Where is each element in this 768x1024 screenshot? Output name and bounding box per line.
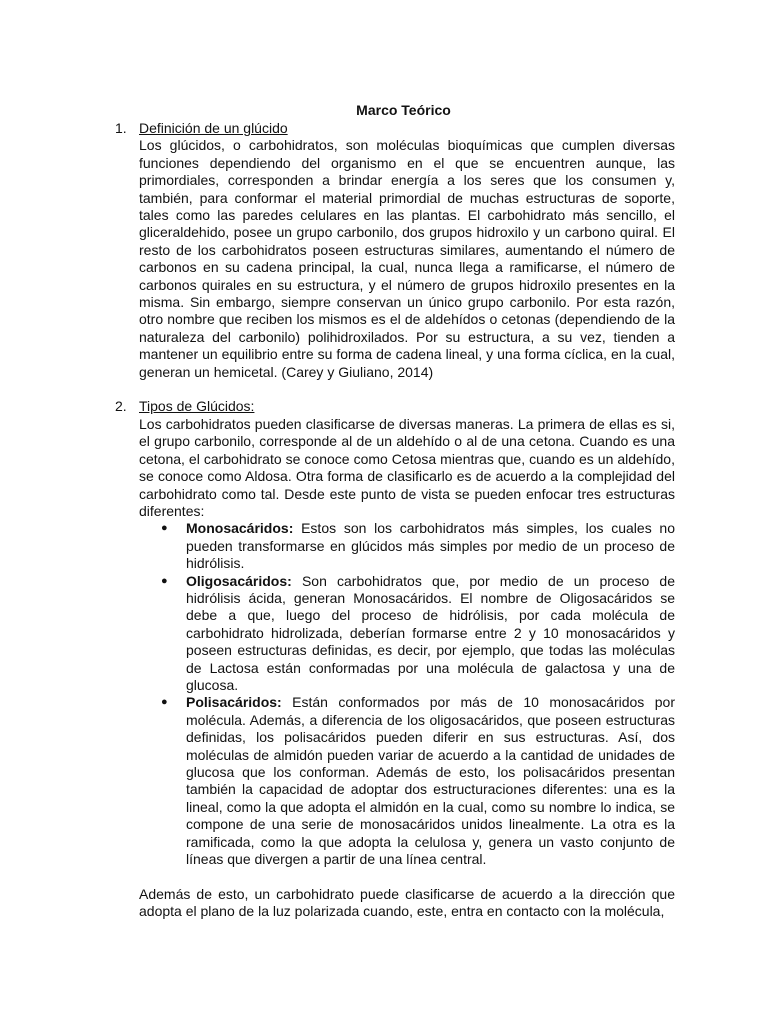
closing-paragraph: Además de esto, un carbohidrato puede clasificarse de acuerdo a la dirección que adopta el plano de la luz polarizada cuando, este, entra en contacto con la molécula, [139,885,675,920]
section-heading: Definición de un glúcido [139,120,288,136]
section-definicion [115,120,675,381]
bullet-icon: ● [161,696,168,709]
section-heading: Tipos de Glúcidos: [139,398,255,415]
bullet-icon: ● [161,574,168,587]
bullet-list [139,520,675,868]
list-item-term: Oligosacáridos: [186,572,292,589]
list-item-text: Son carbohidratos que, por medio de un proceso de hidrólisis ácida, generan Monosacáridos. El nombre de Oligosacáridos se debe a que, luego del proceso de hidrólisis, por cada molécula de carbohidrato hidrolizada, deberían formarse entre 2 y 10 monosacáridos y poseen estructuras definidas, es decir, por ejemplo, que todas las moléculas de Lactosa están conformadas por una molécula de galactosa y una de glucosa. [186,572,675,693]
paragraph-spacer [139,868,675,885]
section-number: 1. [115,120,127,136]
list-item [139,573,675,695]
section-paragraph: Los carbohidratos pueden clasificarse de diversas maneras. La primera de ellas es si, el grupo carbonilo, corresponde al de un aldehído o al de una cetona. Cuando es una cetona, el carbohidrato se conoce como Cetosa mientras que, cuando es un aldehído, se conoce como Aldosa. Otra forma de clasificarlo es de acuerdo a la complejidad del carbohidrato como tal. Desde este punto de vista se pueden enfocar tres estructuras diferentes: [139,415,675,519]
bullet-icon: ● [161,522,168,535]
list-item [139,694,675,868]
page-title: Marco Teórico [356,102,451,118]
list-item-text: Estos son los carbohidratos más simples, los cuales no pueden transformarse en glúcidos más simples por medio de un proceso de hidrólisis. [186,520,675,572]
list-item-term: Monosacáridos: [186,520,294,537]
list-item-text: Están conformados por más de 10 monosacáridos por molécula. Además, a diferencia de los oligosacáridos, que poseen estructuras definidas, los polisacáridos pueden diferir en sus estructuras. Así, dos moléculas de almidón pueden variar de acuerdo a la cantidad de unidades de glucosa que los conforman. Además de esto, los polisacáridos presentan también la capacidad de adoptar dos estructuraciones diferentes: una es la lineal, como la que adopta el almidón en la cual, como su nombre lo indica, se compone de una serie de monosacáridos unidos linealmente. La otra es la ramificada, como la que adopta la celulosa y, genera un vasto conjunto de líneas que divergen a partir de una línea central. [186,694,675,868]
paragraph-spacer [115,381,675,398]
section-number: 2. [115,398,127,415]
list-item [139,520,675,572]
section-paragraph: Los glúcidos, o carbohidratos, son moléculas bioquímicas que cumplen diversas funciones dependiendo del organismo en el que se encuentren aunque, las primordiales, corresponden a brindar energía a los seres que los consumen y, también, para conformar el material primordial de muchas estructuras de soporte, tales como las paredes celulares en las plantas. El carbohidrato más sencillo, el gliceraldehido, posee un grupo carbonilo, dos grupos hidroxilo y un carbono quiral. El resto de los carbohidratos poseen estructuras similares, aumentando el número de carbonos en su cadena principal, la cual, nunca llega a ramificarse, el número de carbonos quirales en su estructura, y el número de grupos hidroxilo presentes en la misma. Sin embargo, siempre conservan un único grupo carbonilo. Por esta razón, otro nombre que reciben los mismos es el de aldehídos o cetonas (dependiendo de la naturaleza del carbonilo) polihidroxilados. Por su estructura, a su vez, tienden a mantener un equilibrio entre su forma de cadena lineal, y una forma cíclica, en la cual, generan un hemicetal. (Carey y Giuliano, 2014) [139,137,675,380]
section-tipos [115,398,675,920]
list-item-term: Polisacáridos: [186,694,282,711]
